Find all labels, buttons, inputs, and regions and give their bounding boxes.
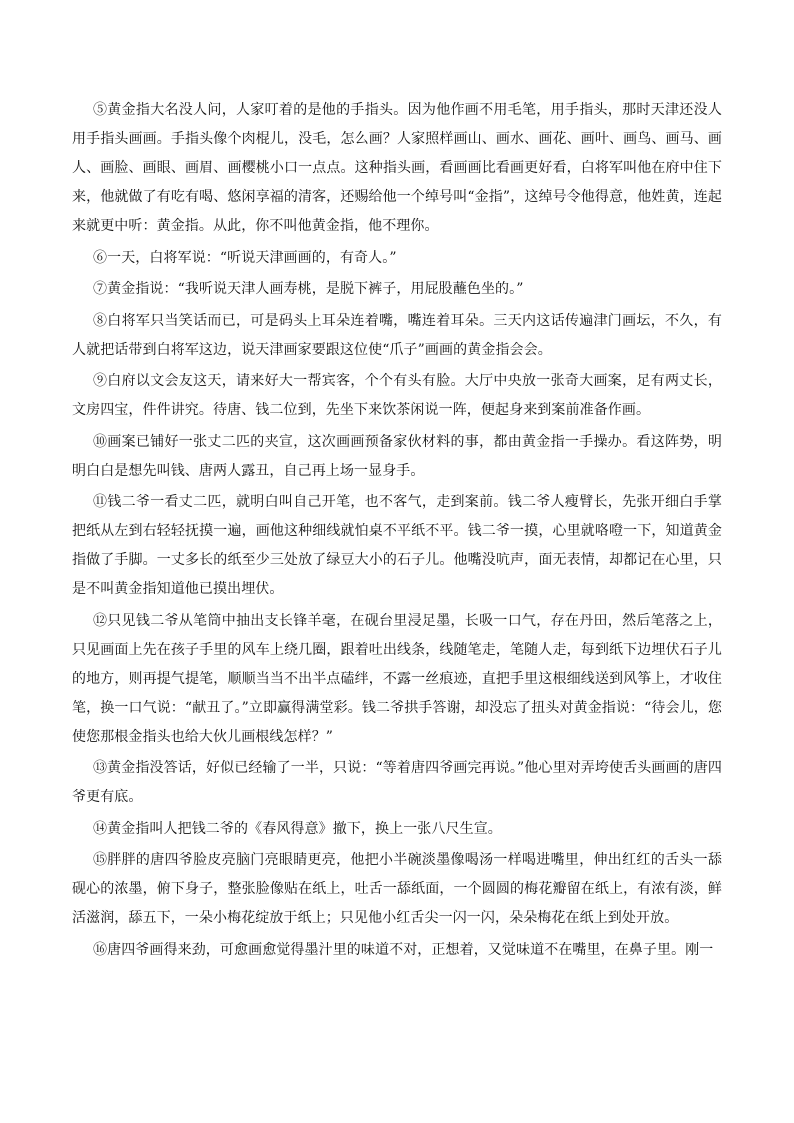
paragraph-14: ⑭黄金指叫人把钱二爷的《春风得意》撤下，换上一张八尺生宣。 bbox=[93, 820, 502, 837]
paragraph-10: ⑩画案已铺好一张丈二匹的夹宣，这次画画预备家伙材料的事，都由黄金指一手操办。看这阵势，明明白白是想先叫钱、唐两人露丑，自己再上场一显身手。 bbox=[72, 433, 722, 479]
paragraph-13: ⑬黄金指没答话，好似已经输了一半，只说：“等着唐四爷画完再说。”他心里对弄垮使舌头画画的唐四爷更有底。 bbox=[72, 760, 722, 805]
paragraph-15: ⑮胖胖的唐四爷脸皮亮脑门亮眼睛更亮，他把小半碗淡墨像喝汤一样喝进嘴里，伸出红红的舌头一舔砚心的浓墨，俯下身子，整张脸像贴在纸上，吐舌一舔纸面，一个圆圆的梅花瓣留在纸上，有浓有淡，鲜活滋润，舔五下，一朵小梅花绽放于纸上；只见他小红舌尖一闪一闪，朵朵梅花在纸上到处开放。 bbox=[72, 852, 722, 926]
paragraph-8: ⑧白将军只当笑话而已，可是码头上耳朵连着嘴，嘴连着耳朵。三天内这话传遍津门画坛，不久，有人就把话带到白将军这边，说天津画家要跟这位使“爪子”画画的黄金指会会。 bbox=[72, 312, 722, 358]
paragraph-6: ⑥一天，白将军说：“听说天津画画的，有奇人。” bbox=[93, 249, 397, 266]
paragraph-7: ⑦黄金指说：“我听说天津人画寿桃，是脱下裤子，用屁股蘸色坐的。” bbox=[93, 281, 524, 297]
paragraph-16: ⑯唐四爷画得来劲，可愈画愈觉得墨汁里的味道不对，正想着，又觉味道不在嘴里，在鼻子里。刚一 bbox=[93, 941, 714, 958]
paragraph-11: ⑪钱二爷一看丈二匹，就明白叫自己开笔，也不客气，走到案前。钱二爷人瘦臂长，先张开细白手掌把纸从左到右轻轻抚摸一遍，画他这种细线就怕桌不平纸不平。钱二爷一摸，心里就咯噔一下，知道黄金指做了手脚。一丈多长的纸至少三处放了绿豆大小的石子儿。他嘴没吭声，面无表情，却都记在心里，只是不叫黄金指知道他已摸出埋伏。 bbox=[72, 494, 722, 597]
paragraph-5: ⑤黄金指大名没人问，人家叮着的是他的手指头。因为他作画不用毛笔，用手指头，那时天津还没人用手指头画画。手指头像个肉棍儿，没毛，怎么画？人家照样画山、画水、画花、画叶、画鸟、画马、画人、画脸、画眼、画眉、画樱桃小口一点点。这种指头画，看画画比看画更好看，白将军叫他在府中住下来，他就做了有吃有喝、悠闲享福的清客，还赐给他一个绰号叫“金指”，这绰号令他得意，他姓黄，连起来就更中听：黄金指。从此，你不叫他黄金指，他不理你。 bbox=[72, 102, 722, 234]
paragraph-12: ⑫只见钱二爷从笔筒中抽出支长锋羊毫，在砚台里浸足墨，长吸一口气，存在丹田，然后笔落之上，只见画面上先在孩子手里的风车上绕几圈，跟着吐出线条，线随笔走，笔随人走，每到纸下边埋伏石子儿的地方，则再提气提笔，顺顺当当不出半点磕绊，不露一丝痕迹，直把手里这根细线送到风筝上，才收住笔，换一口气说：“献丑了。”立即赢得满堂彩。钱二爷拱手答谢，却没忘了扭头对黄金指说：“待会儿，您使您那根金指头也给大伙儿画根线怎样？” bbox=[72, 612, 722, 745]
paragraph-9: ⑨白府以文会友这天，请来好大一帮宾客，个个有头有脸。大厅中央放一张奇大画案，足有两丈长，文房四宝，件件讲究。待唐、钱二位到，先坐下来饮茶闲说一阵，便起身来到案前准备作画。 bbox=[72, 373, 722, 418]
article-body bbox=[72, 96, 722, 967]
